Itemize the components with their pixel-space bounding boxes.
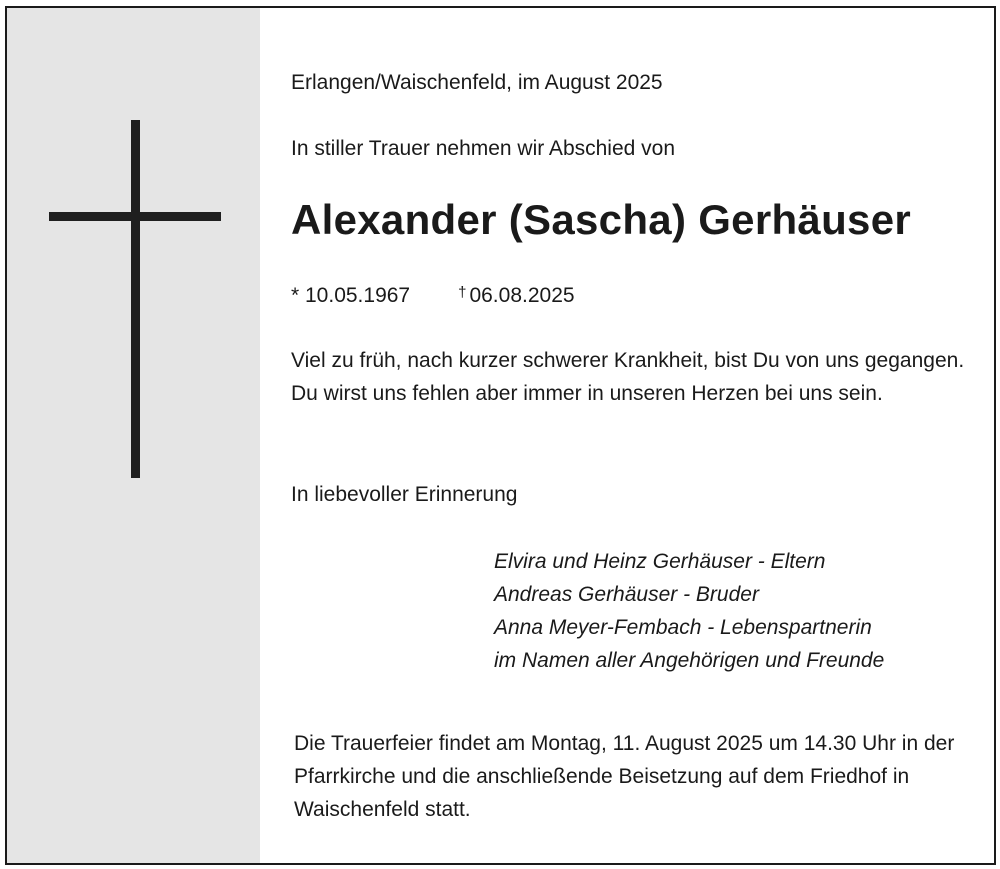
signatory-line: Andreas Gerhäuser - Bruder	[494, 583, 759, 606]
obituary-notice	[5, 6, 996, 865]
funeral-ceremony-info: Die Trauerfeier findet am Montag, 11. August 2025 um 14.30 Uhr in der Pfarrkirche und die anschließende Beisetzung auf dem Friedhof in Waischenfeld statt.	[294, 732, 955, 821]
signatory-line: im Namen aller Angehörigen und Freunde	[494, 649, 885, 672]
life-dates	[291, 276, 575, 312]
birth-date: * 10.05.1967	[291, 284, 411, 307]
closing-line: In liebevoller Erinnerung	[291, 483, 518, 506]
signatories-list	[494, 545, 884, 677]
death-date-group	[458, 284, 574, 307]
decorative-side-panel	[7, 8, 260, 863]
death-date: 06.08.2025	[469, 284, 575, 307]
cross-horizontal-beam	[49, 212, 221, 221]
place-and-date: Erlangen/Waischenfeld, im August 2025	[291, 71, 663, 94]
dagger-icon: †	[458, 284, 467, 301]
cross-vertical-beam	[131, 120, 140, 478]
farewell-message: Viel zu früh, nach kurzer schwerer Krankheit, bist Du von uns gegangen. Du wirst uns fehlen aber immer in unseren Herzen bei uns sein.	[291, 349, 965, 405]
signatory-line: Anna Meyer-Fembach - Lebenspartnerin	[494, 616, 872, 639]
signatory-line: Elvira und Heinz Gerhäuser - Eltern	[494, 550, 826, 573]
deceased-name: Alexander (Sascha) Gerhäuser	[291, 196, 912, 243]
intro-line: In stiller Trauer nehmen wir Abschied von	[291, 137, 676, 160]
